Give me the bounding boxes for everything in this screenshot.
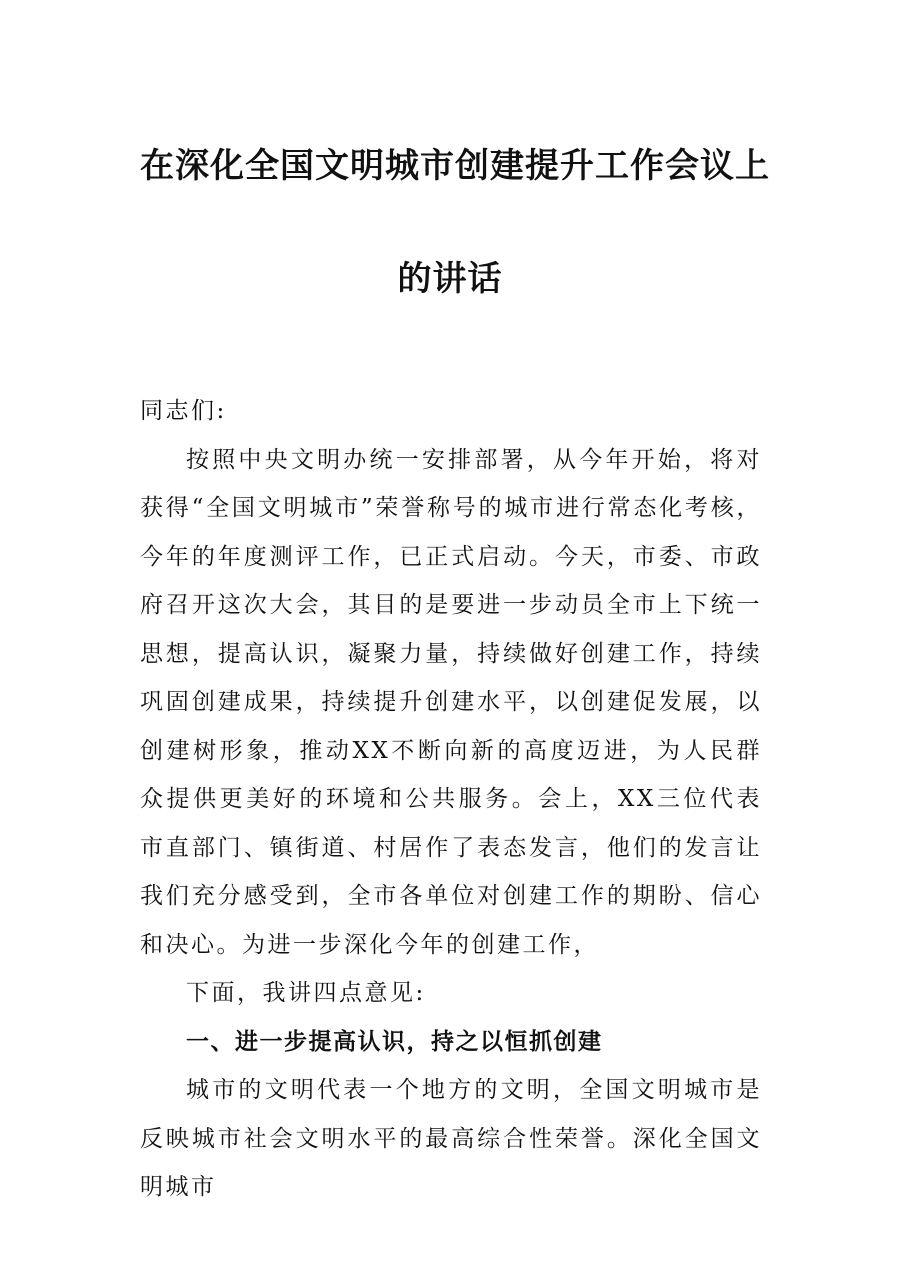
paragraph-transition: 下面，我讲四点意见: [186, 980, 426, 1006]
document-title-line-1: 在深化全国文明城市创建提升工作会议上 [140, 146, 770, 186]
document-title-line-2: 的讲话 [397, 259, 503, 299]
salutation: 同志们: [140, 398, 227, 424]
document-body [140, 387, 762, 1212]
paragraph-intro: 按照中央文明办统一安排部署，从今年开始，将对获得“全国文明城市”荣誉称号的城市进行常态化考核，今年的年度测评工作，已正式启动。今天，市委、市政府召开这次大会，其目的是要进一步动员全市上下统一思想，提高认识，凝聚力量，持续做好创建工作，持续巩固创建成果，持续提升创建水平，以创建促发展，以创建树形象，推动XX不断向新的高度迈进，为人民群众提供更美好的环境和公共服务。会上，XX三位代表市直部门、镇街道、村居作了表态发言，他们的发言让我们充分感受到，全市各单位对创建工作的期盼、信心和决心。为进一步深化今年的创建工作， [140, 446, 762, 958]
paragraph-section-1: 城市的文明代表一个地方的文明，全国文明城市是反映城市社会文明水平的最高综合性荣誉。深化全国文明城市 [140, 1077, 762, 1200]
section-heading-1: 一、进一步提高认识，持之以恒抓创建 [186, 1028, 603, 1055]
